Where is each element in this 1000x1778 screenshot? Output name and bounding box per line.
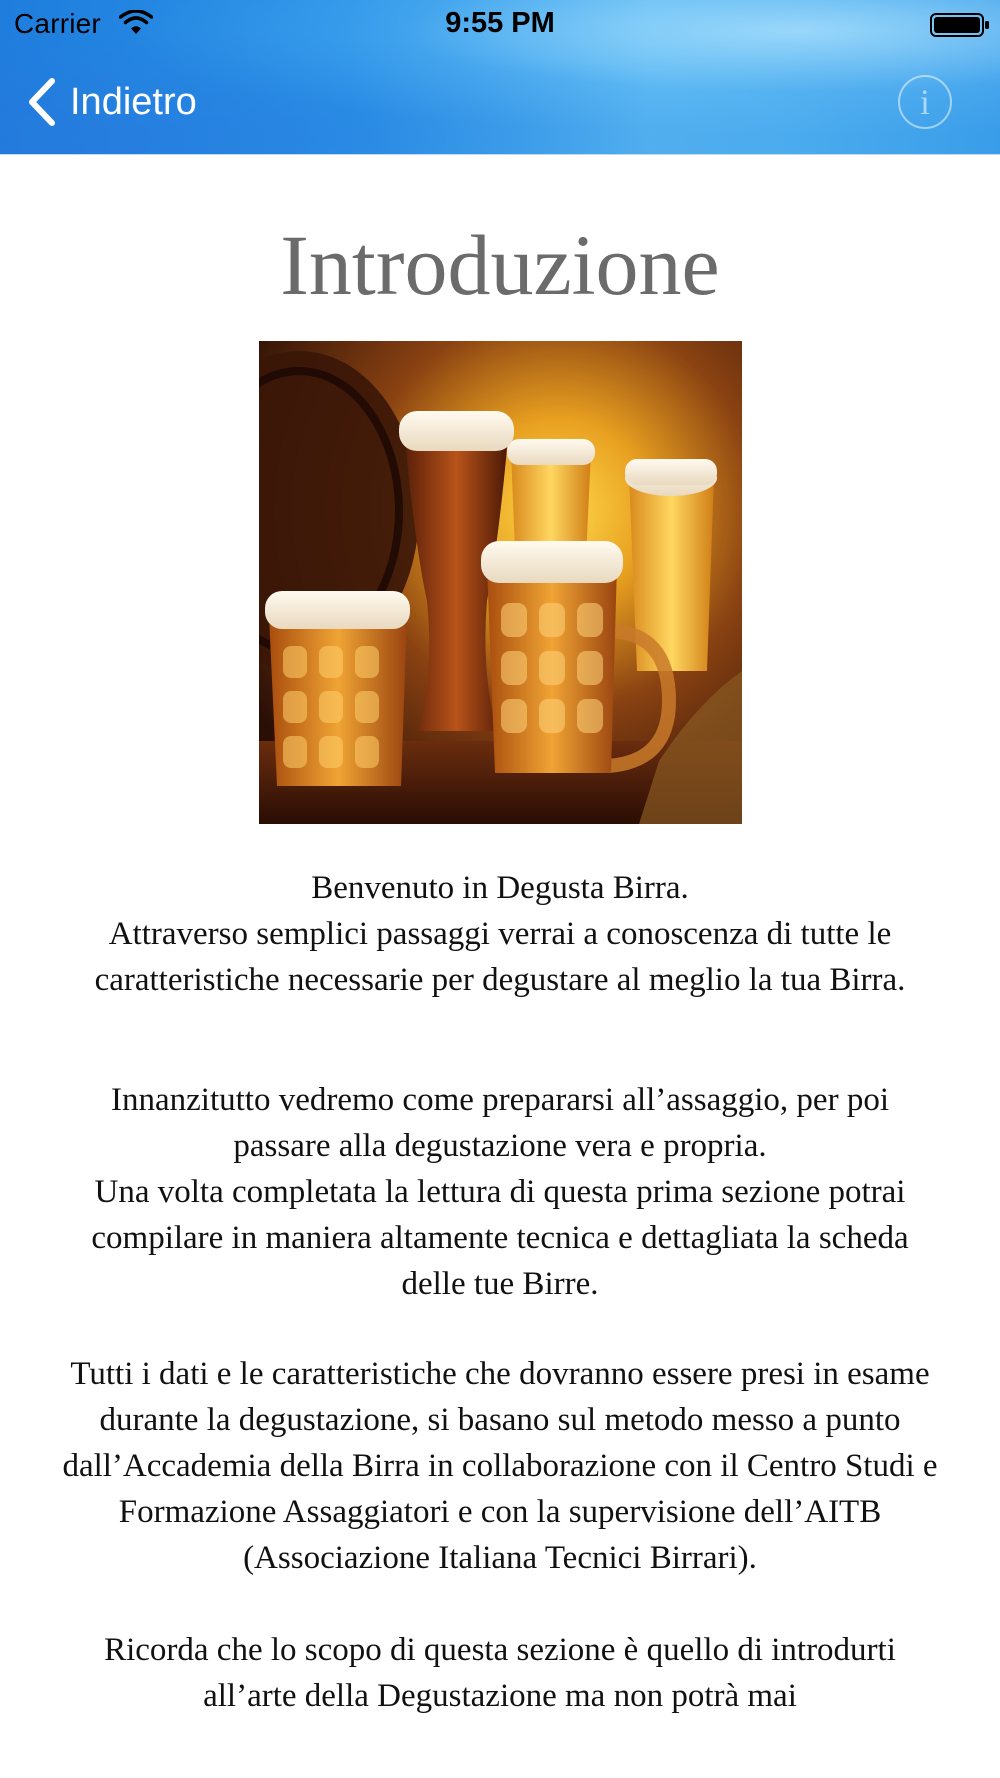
back-label: Indietro	[70, 80, 197, 123]
content-area[interactable]	[0, 155, 1000, 1778]
info-icon: i	[919, 82, 930, 122]
intro-paragraph-3: Tutti i dati e le caratteristiche che dovranno essere presi in esame durante la degustazione, si basano sul metodo messo a punto dall’Accademia della Birra in collaborazione con il Centro Studi e Formazione Assaggiatori e con la supervisione dell’AITB (Associazione Italiana Tecnici Birrari).	[62, 1356, 938, 1576]
top-bar	[0, 0, 1000, 155]
carrier-label: Carrier	[14, 8, 101, 39]
intro-paragraph-4: Ricorda che lo scopo di questa sezione è quello di introdurti all’arte della Degustazione ma non potrà mai	[104, 1632, 896, 1714]
intro-paragraph-2	[60, 1077, 940, 1307]
battery-icon	[930, 12, 990, 38]
clock: 9:55 PM	[445, 7, 555, 39]
intro-paragraph-1	[60, 865, 940, 1003]
chevron-left-icon	[26, 77, 58, 127]
intro-line: Attraverso semplici passaggi verrai a conoscenza di tutte le caratteristiche necessarie per degustare al meglio la tua Birra.	[94, 916, 906, 998]
welcome-line: Benvenuto in Degusta Birra.	[311, 870, 689, 906]
first-steps-line: Innanzitutto vedremo come prepararsi all’assaggio, per poi passare alla degustazione vera e propria.	[111, 1082, 889, 1164]
status-bar	[0, 0, 1000, 52]
back-button[interactable]	[26, 74, 197, 130]
page-title: Introduzione	[280, 217, 720, 313]
info-button[interactable]	[898, 75, 952, 129]
section-completion-line: Una volta completata la lettura di questa prima sezione potrai compilare in maniera altamente tecnica e dettagliata la scheda delle tue Birre.	[91, 1174, 909, 1302]
beer-glasses-image	[259, 341, 742, 824]
navigation-bar	[0, 52, 1000, 154]
